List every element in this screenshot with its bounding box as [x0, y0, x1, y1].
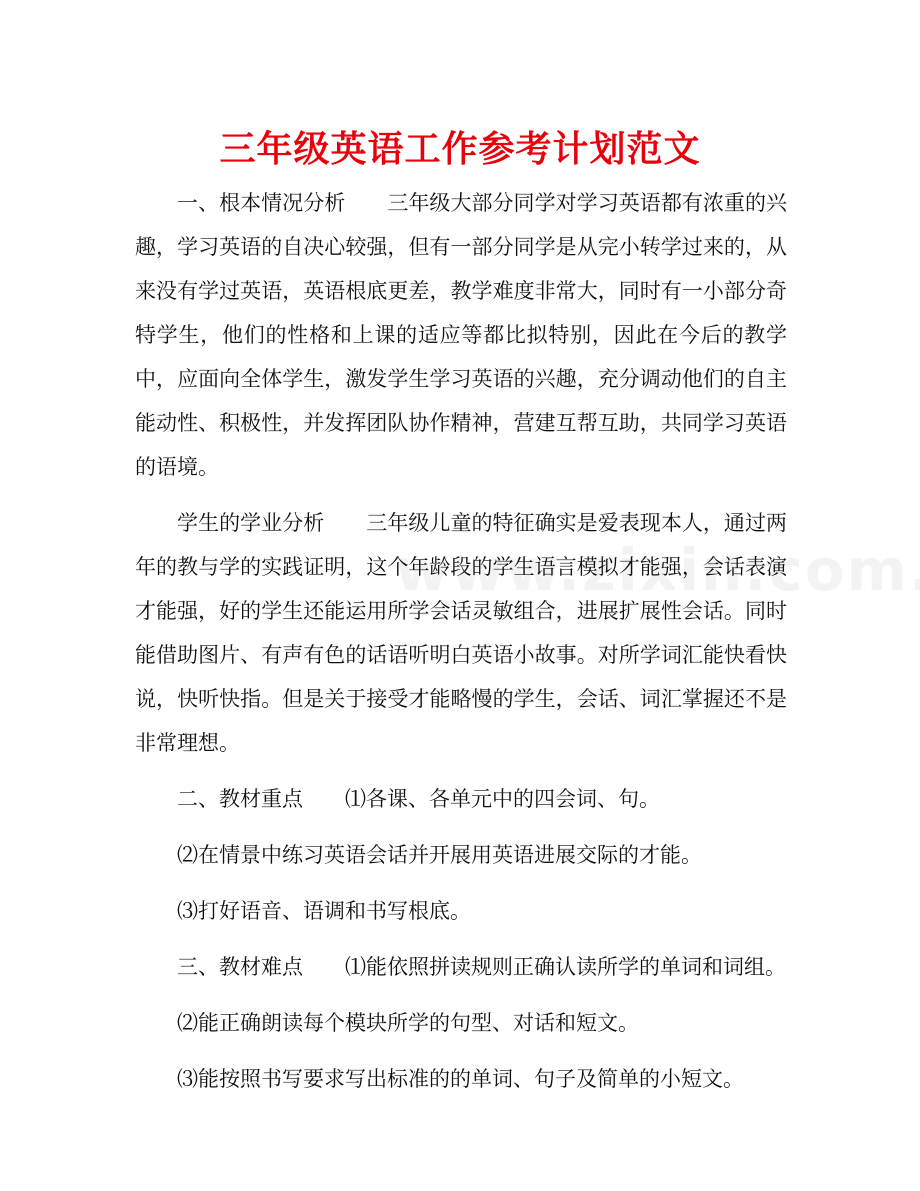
section-text: ⑶打好语音、语调和书写根底。: [177, 899, 471, 923]
page-title: 三年级英语工作参考计划范文: [219, 128, 701, 170]
section-text: ⑶能按照书写要求写出标准的的单词、句子及简单的小短文。: [177, 1067, 744, 1091]
section-heading: 二、教材重点: [177, 787, 303, 811]
paragraph-difficulties: [135, 945, 787, 989]
paragraph-student-analysis: [135, 501, 787, 765]
paragraph-basic-situation: [135, 181, 787, 489]
paragraph-key-point-3: [135, 889, 787, 933]
paragraph-key-points: [135, 777, 787, 821]
paragraph-difficulty-2: [135, 1001, 787, 1045]
paragraph-key-point-2: [135, 833, 787, 877]
section-heading: 学生的学业分析: [177, 511, 325, 535]
paragraph-difficulty-3: [135, 1057, 787, 1101]
section-text: ⑵在情景中练习英语会话并开展用英语进展交际的才能。: [177, 843, 702, 867]
section-heading: 三、教材难点: [177, 955, 303, 979]
section-text: ⑴各课、各单元中的四会词、句。: [345, 787, 660, 811]
section-text: 三年级儿童的特征确实是爱表现本人，通过两年的教与学的实践证明，这个年龄段的学生语言模拟才能强，会话表演才能强，好的学生还能运用所学会话灵敏组合，进展扩展性会话。同时能借助图片、有声有色的话语听明白英语小故事。对所学词汇能快看快说，快听快指。但是关于接受才能略慢的学生，会话、词汇掌握还不是非常理想。: [135, 511, 788, 755]
document-body: [135, 181, 787, 1113]
section-text: 三年级大部分同学对学习英语都有浓重的兴趣，学习英语的自决心较强，但有一部分同学是从完小转学过来的，从来没有学过英语，英语根底更差，教学难度非常大，同时有一小部分奇特学生，他们的性格和上课的适应等都比拟特别，因此在今后的教学中，应面向全体学生，激发学生学习英语的兴趣，充分调动他们的自主能动性、积极性，并发挥团队协作精神，营建互帮互助，共同学习英语的语境。: [135, 191, 787, 479]
section-text: ⑴能依照拼读规则正确认读所学的单词和词组。: [345, 955, 786, 979]
section-text: ⑵能正确朗读每个模块所学的句型、对话和短文。: [177, 1011, 639, 1035]
section-heading: 一、根本情况分析: [177, 191, 346, 215]
